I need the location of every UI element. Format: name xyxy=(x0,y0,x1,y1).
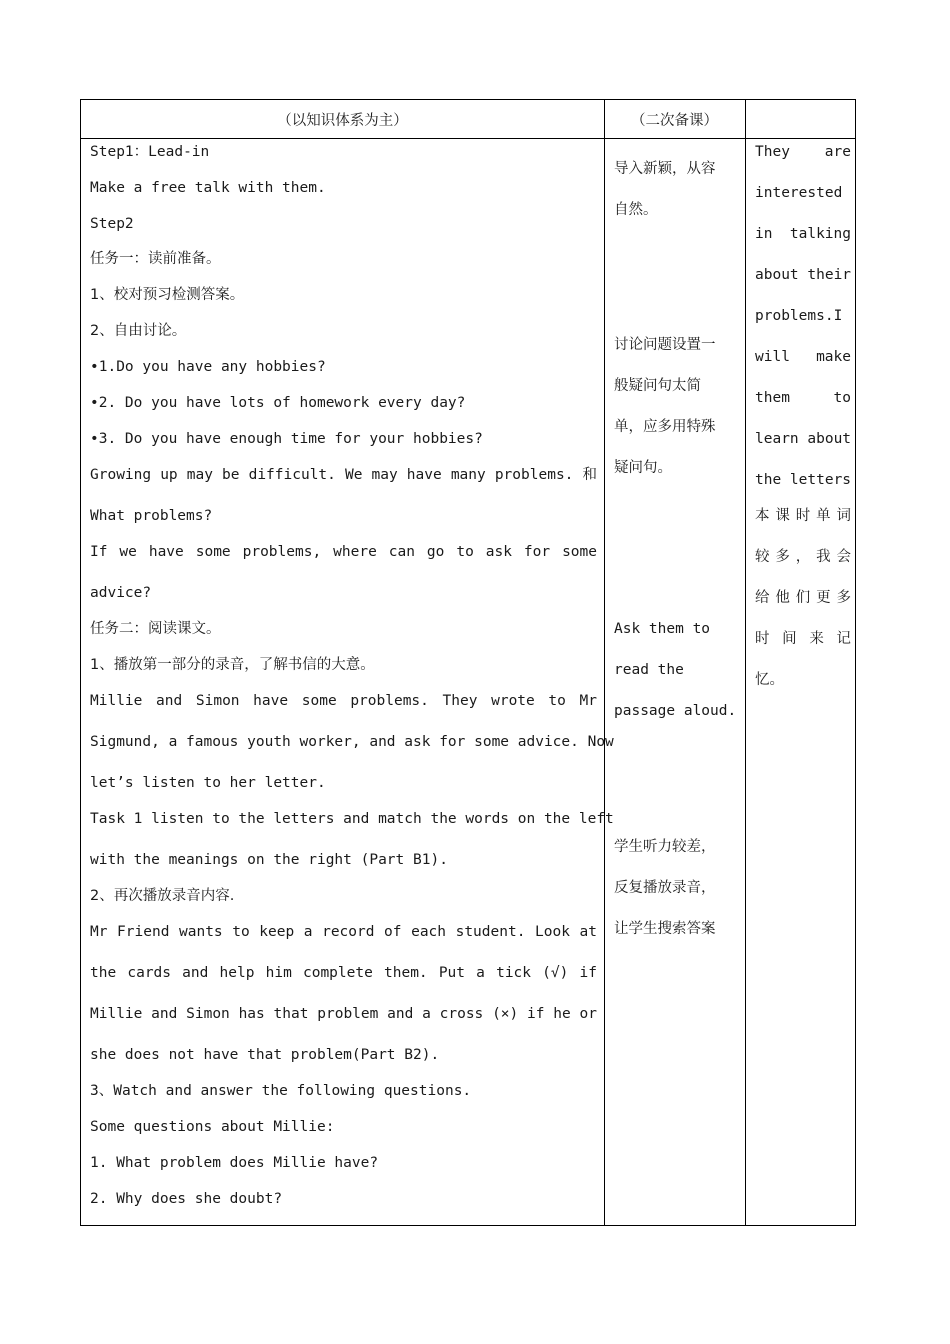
main-line: Millie and Simon have some problems. They wrote to Mr xyxy=(90,693,597,709)
main-line: Step2 xyxy=(90,216,134,232)
main-line: the cards and help him complete them. Put a tick (√) if xyxy=(90,965,597,981)
mid-line: 导入新颖，从容 xyxy=(614,161,716,177)
header-second-preparation: （二次备课） xyxy=(631,112,718,129)
main-line: she does not have that problem(Part B2). xyxy=(90,1047,440,1063)
main-line: 1. What problem does Millie have? xyxy=(90,1155,379,1171)
main-line: 2、再次播放录音内容. xyxy=(90,888,235,904)
main-line: Task 1 listen to the letters and match the words on the left xyxy=(90,811,614,827)
main-line: 2. Why does she doubt? xyxy=(90,1191,283,1207)
right-line: the letters xyxy=(755,472,852,488)
main-line: If we have some problems, where can go to ask for some xyxy=(90,544,597,560)
main-line: 1、播放第一部分的录音，了解书信的大意。 xyxy=(90,657,375,673)
main-line: 任务一：读前准备。 xyxy=(90,251,221,267)
mid-line: 单，应多用特殊 xyxy=(614,419,716,435)
right-line: them to xyxy=(755,390,851,406)
mid-line: 疑问句。 xyxy=(614,460,672,476)
main-line: advice? xyxy=(90,585,152,601)
main-line: Growing up may be difficult. We may have many problems. 和 xyxy=(90,467,597,483)
main-line: Sigmund, a famous youth worker, and ask for some advice. Now xyxy=(90,734,614,750)
right-line: will make xyxy=(755,349,851,365)
main-line: •1.Do you have any hobbies? xyxy=(90,359,326,375)
right-line: They are xyxy=(755,144,851,160)
right-line: 时间来记 xyxy=(755,631,851,647)
main-line: Mr Friend wants to keep a record of each student. Look at xyxy=(90,924,597,940)
main-line: What problems? xyxy=(90,508,213,524)
mid-line: 让学生搜索答案 xyxy=(614,921,716,937)
main-line: 2、自由讨论。 xyxy=(90,323,187,339)
main-line: Millie and Simon has that problem and a cross (×) if he or xyxy=(90,1006,597,1022)
lesson-plan-table xyxy=(80,99,856,1226)
right-line: problems.I xyxy=(755,308,843,324)
mid-line: 自然。 xyxy=(614,202,658,218)
main-line: 3、Watch and answer the following questions. xyxy=(90,1083,472,1099)
main-line: •3. Do you have enough time for your hobbies? xyxy=(90,431,483,447)
mid-line: Ask them to xyxy=(614,621,711,637)
right-line: 本课时单词 xyxy=(755,508,851,524)
main-line: Some questions about Millie: xyxy=(90,1119,335,1135)
main-line: Step1：Lead-in xyxy=(90,144,210,160)
mid-line: 般疑问句太简 xyxy=(614,378,701,394)
main-line: let’s listen to her letter. xyxy=(90,775,326,791)
main-line: with the meanings on the right (Part B1). xyxy=(90,852,448,868)
mid-line: 学生听力较差， xyxy=(614,839,716,855)
main-line: 任务二：阅读课文。 xyxy=(90,621,221,637)
mid-line: 讨论问题设置一 xyxy=(614,337,716,353)
right-line: 忆。 xyxy=(755,672,784,688)
column-divider xyxy=(604,100,605,1225)
right-line: about their xyxy=(755,267,852,283)
right-line: 给他们更多 xyxy=(755,590,851,606)
header-notes xyxy=(745,100,855,138)
main-line: •2. Do you have lots of homework every day? xyxy=(90,395,466,411)
right-line: interested xyxy=(755,185,843,201)
mid-line: 反复播放录音， xyxy=(614,880,716,896)
main-line: 1、校对预习检测答案。 xyxy=(90,287,245,303)
right-line: learn about xyxy=(755,431,852,447)
right-line: 较多，我会 xyxy=(755,549,851,565)
main-line: Make a free talk with them. xyxy=(90,180,326,196)
header-knowledge-system: （以知识体系为主） xyxy=(277,112,408,129)
right-line: in talking xyxy=(755,226,851,242)
mid-line: passage aloud. xyxy=(614,703,737,719)
column-divider xyxy=(745,100,746,1225)
header-divider xyxy=(81,138,855,139)
mid-line: read the xyxy=(614,662,684,678)
